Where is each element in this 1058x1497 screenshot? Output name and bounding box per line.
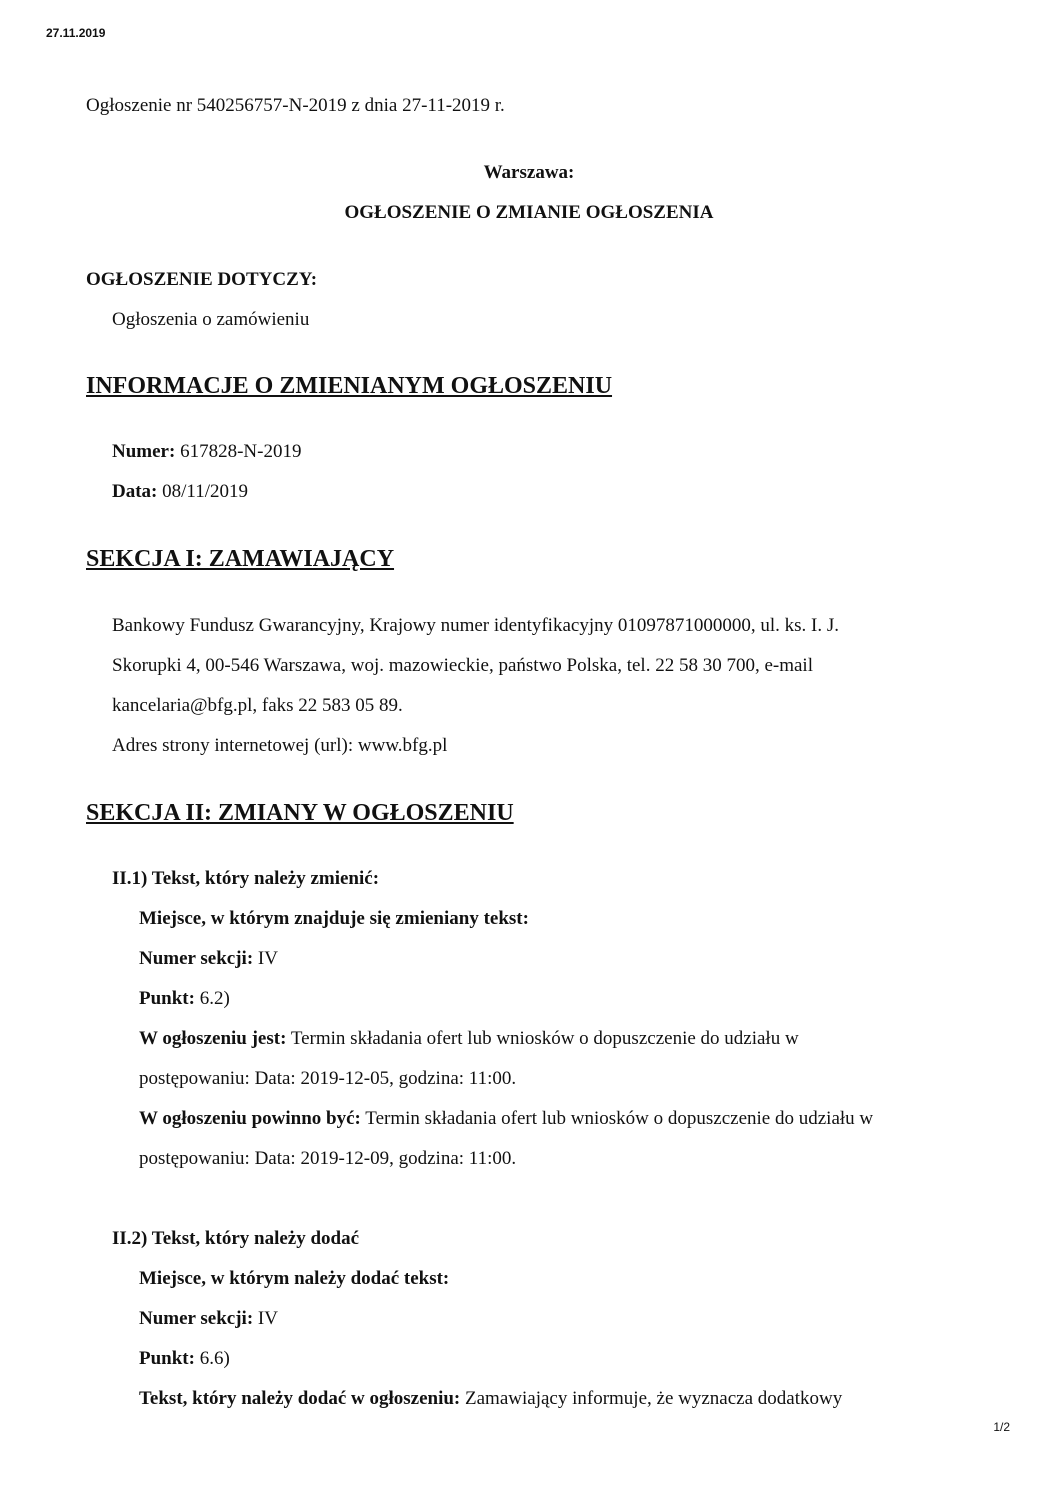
section1-line3: kancelaria@bfg.pl, faks 22 583 05 89.	[112, 695, 403, 716]
change2-section	[139, 1307, 278, 1331]
change2-point	[139, 1347, 230, 1371]
city: Warszawa:	[483, 162, 575, 183]
section2-heading: SEKCJA II: ZMIANY W OGŁOSZENIU	[86, 800, 514, 826]
change1-title: II.1) Tekst, który należy zmienić:	[112, 868, 380, 889]
page-number: 1/2	[993, 1420, 1010, 1434]
change2-place: Miejsce, w którym należy dodać tekst:	[139, 1268, 450, 1289]
changed-notice-date	[112, 480, 248, 504]
change1-place: Miejsce, w którym znajduje się zmieniany tekst:	[139, 908, 529, 929]
change1-is-cont: postępowaniu: Data: 2019-12-05, godzina: 11:00.	[139, 1068, 517, 1089]
changed-notice-heading: INFORMACJE O ZMIENIANYM OGŁOSZENIU	[86, 373, 613, 399]
section1-line4: Adres strony internetowej (url): www.bfg.pl	[112, 735, 448, 756]
change2-point-value: 6.6)	[194, 1348, 230, 1369]
document-title: OGŁOSZENIE O ZMIANIE OGŁOSZENIA	[344, 202, 714, 223]
change1-is	[139, 1027, 799, 1051]
change2-section-value: IV	[253, 1308, 278, 1329]
changed-notice-number	[112, 440, 301, 464]
section1-line2: Skorupki 4, 00-546 Warszawa, woj. mazowieckie, państwo Polska, tel. 22 58 30 700, e-mail	[112, 655, 813, 676]
change1-point-label: Punkt:	[139, 988, 195, 1009]
change1-section-label: Numer sekcji:	[139, 948, 254, 969]
concerns-label: OGŁOSZENIE DOTYCZY:	[86, 269, 318, 290]
change1-point	[139, 987, 230, 1011]
print-date: 27.11.2019	[46, 26, 106, 40]
change1-is-label: W ogłoszeniu jest:	[139, 1028, 287, 1049]
section1-line1: Bankowy Fundusz Gwarancyjny, Krajowy numer identyfikacyjny 01097871000000, ul. ks. I. J.	[112, 615, 839, 636]
change1-is-value: Termin składania ofert lub wniosków o dopuszczenie do udziału w	[286, 1028, 799, 1049]
change1-should	[139, 1107, 873, 1131]
announcement-number: Ogłoszenie nr 540256757-N-2019 z dnia 27-11-2019 r.	[86, 95, 505, 116]
date-label: Data:	[112, 481, 158, 502]
change1-should-cont: postępowaniu: Data: 2019-12-09, godzina: 11:00.	[139, 1148, 517, 1169]
section1-heading: SEKCJA I: ZAMAWIAJĄCY	[86, 546, 395, 572]
change2-point-label: Punkt:	[139, 1348, 195, 1369]
change1-point-value: 6.2)	[194, 988, 230, 1009]
change1-should-value: Termin składania ofert lub wniosków o dopuszczenie do udziału w	[360, 1108, 874, 1129]
number-label: Numer:	[112, 441, 176, 462]
change2-text-value: Zamawiający informuje, że wyznacza dodatkowy	[460, 1388, 843, 1409]
change2-text	[139, 1387, 842, 1411]
change2-title: II.2) Tekst, który należy dodać	[112, 1228, 360, 1249]
change1-should-label: W ogłoszeniu powinno być:	[139, 1108, 361, 1129]
change2-text-label: Tekst, który należy dodać w ogłoszeniu:	[139, 1388, 461, 1409]
number-value: 617828-N-2019	[175, 441, 302, 462]
change1-section-value: IV	[253, 948, 278, 969]
date-value: 08/11/2019	[157, 481, 248, 502]
concerns-value: Ogłoszenia o zamówieniu	[112, 309, 310, 330]
change1-section	[139, 947, 278, 971]
change2-section-label: Numer sekcji:	[139, 1308, 254, 1329]
